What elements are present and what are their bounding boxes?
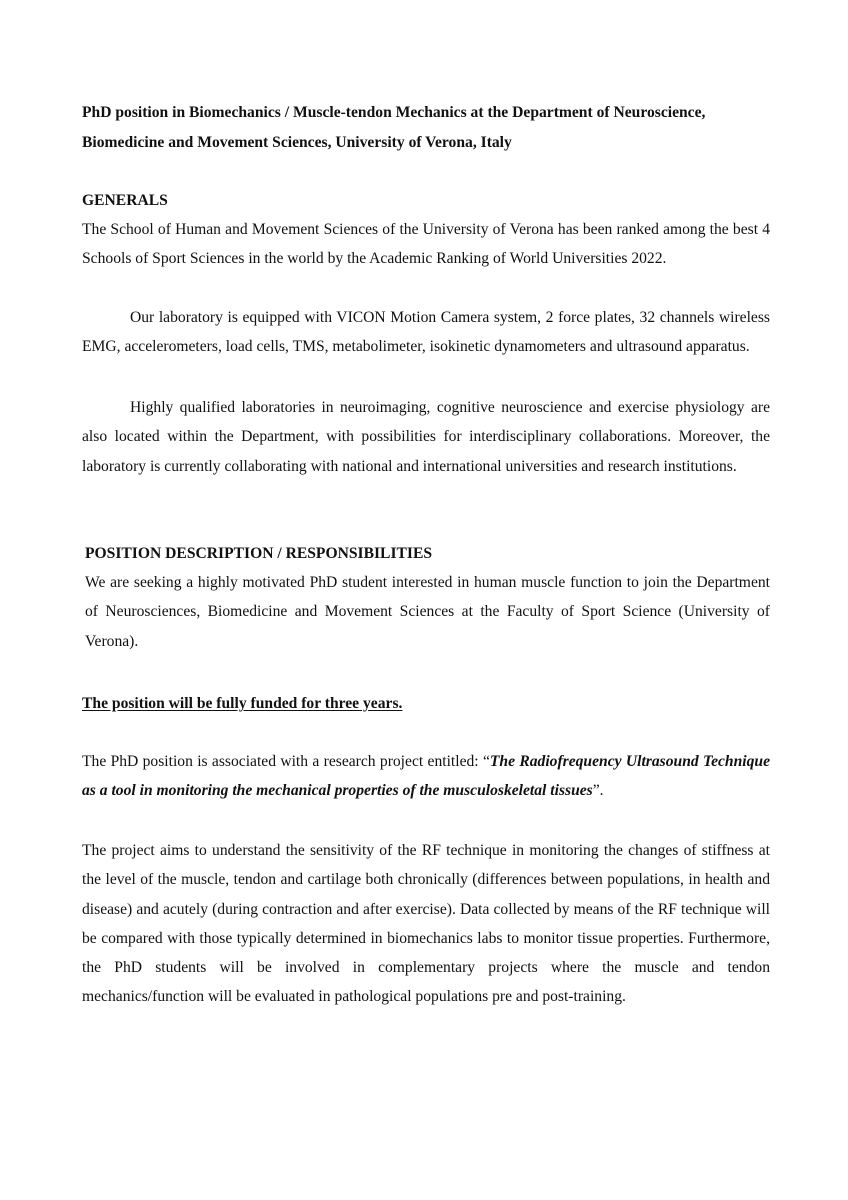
document-title: PhD position in Biomechanics / Muscle-tendon Mechanics at the Department of Neuroscience, Biomedicine and Movement Sciences, University of Verona, Italy <box>82 104 706 151</box>
generals-heading: GENERALS <box>82 192 168 209</box>
position-paragraph-seeking: We are seeking a highly motivated PhD student interested in human muscle function to join the Department of Neurosciences, Biomedicine and Movement Sciences at the Faculty of Sport Science (University of Verona). <box>85 574 770 650</box>
funding-text: The position will be fully funded for three years. <box>82 695 403 712</box>
funding-statement <box>82 689 770 718</box>
project-intro: The PhD position is associated with a research project entitled: “ <box>82 753 490 770</box>
project-paragraph <box>82 747 770 806</box>
generals-paragraph-equipment: Our laboratory is equipped with VICON Motion Camera system, 2 force plates, 32 channels wireless EMG, accelerometers, load cells, TMS, metabolimeter, isokinetic dynamometers and ultrasound apparatus. <box>82 309 770 356</box>
project-title: The Radiofrequency Ultrasound Technique as a tool in monitoring the mechanical properties of the musculoskeletal tissues <box>82 753 770 800</box>
generals-paragraph-ranking: The School of Human and Movement Sciences of the University of Verona has been ranked among the best 4 Schools of Sport Sciences in the world by the Academic Ranking of World Universities 2022. <box>82 221 770 268</box>
project-aims-paragraph: The project aims to understand the sensitivity of the RF technique in monitoring the changes of stiffness at the level of the muscle, tendon and cartilage both chronically (differences between populations, in health and disease) and acutely (during contraction and after exercise). Data collected by means of the RF technique will be compared with those typically determined in biomechanics labs to monitor tissue properties. Furthermore, the PhD students will be involved in complementary projects where the muscle and tendon mechanics/function will be evaluated in pathological populations pre and post-training. <box>82 842 770 1006</box>
generals-paragraph-collaborations: Highly qualified laboratories in neuroimaging, cognitive neuroscience and exercise physiology are also located within the Department, with possibilities for interdisciplinary collaborations. Moreover, the laboratory is currently collaborating with national and international universities and research institutions. <box>82 399 770 475</box>
project-outro: ”. <box>592 782 604 800</box>
position-heading: POSITION DESCRIPTION / RESPONSIBILITIES <box>85 545 433 562</box>
